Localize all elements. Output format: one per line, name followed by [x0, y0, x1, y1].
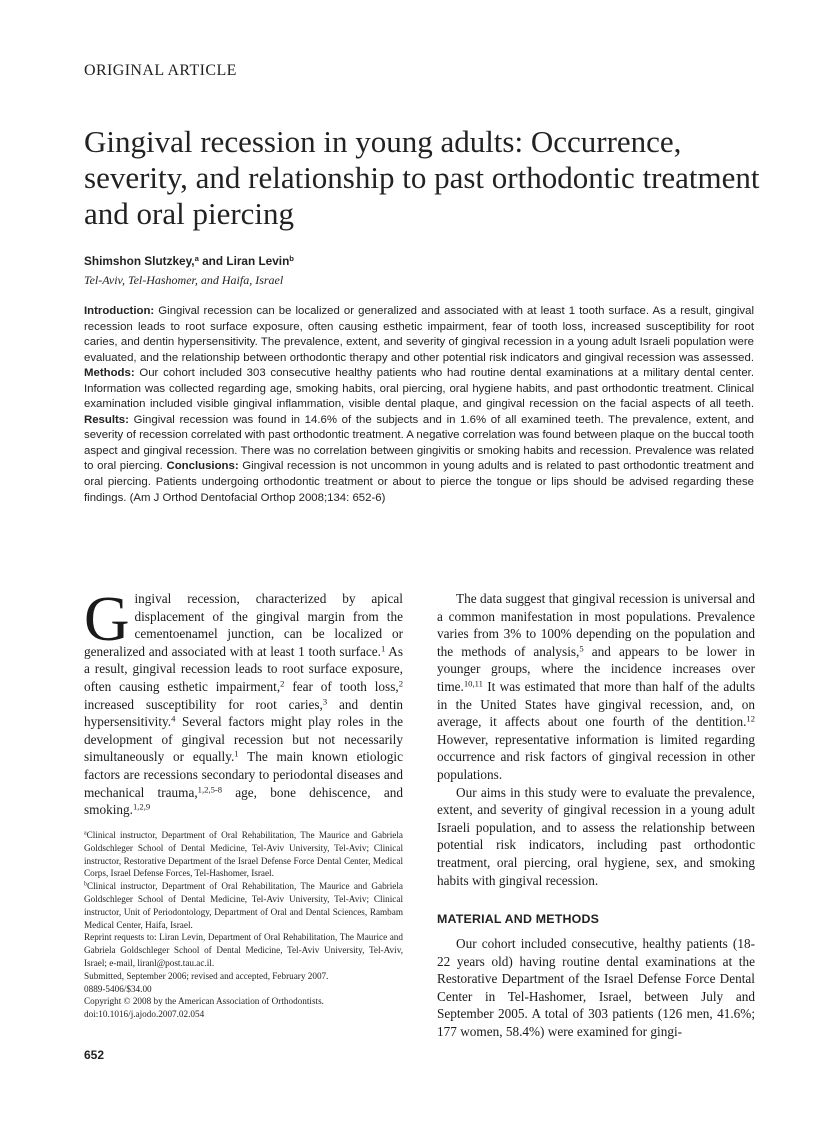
- abstract-introduction-label: Introduction:: [84, 305, 155, 317]
- intro-text-7: The main known etiologic factors are recessions secondary to periodontal diseases and mechanical trauma,: [84, 749, 403, 800]
- footnote-a: [84, 829, 403, 880]
- abstract-methods-text: Our cohort included 303 consecutive healthy patients who had routine dental examinations at a military dental center. Information was collected regarding age, smoking habits, oral piercing, oral hygiene habits, and past orthodontic treatment. Clinical examination included visible gingival inflammation, visible dental plaque, and gingival recession on the facial aspects of all teeth.: [84, 367, 754, 411]
- body-column-right: [437, 590, 755, 889]
- abstract-introduction-text: Gingival recession can be localized or generalized and associated with at least 1 tooth surface. As a result, gingival recession leads to root surface exposure, often causing esthetic impairment, fear of tooth loss, increased susceptibility for root caries, and dentin hypersensitivity. The prevalence, extent, and severity of gingival recession in a young adult Israeli population were evaluated, and the relationship between orthodontic therapy and other potential risk indicators and gingival recession was assessed.: [84, 305, 754, 364]
- background-text-4: However, representative information is limited regarding occurrence and risk factors of gingival recession in other populations.: [437, 731, 755, 782]
- intro-text-8: age, bone dehiscence, and smoking.: [84, 784, 403, 818]
- footnote-a-mark: a: [84, 830, 87, 837]
- reprint-requests: Reprint requests to: Liran Levin, Department of Oral Rehabilitation, The Maurice and Gabriela Goldschleger School of Dental Medicine, Tel-Aviv University, Tel-Aviv, Israel; e-mail, liranl@post.tau.ac.il.: [84, 932, 403, 968]
- abstract-conclusions-label: Conclusions:: [166, 460, 239, 473]
- reference-mark: 2: [398, 678, 403, 689]
- abstract-results-label: Results:: [84, 413, 129, 426]
- author-2-affiliation-mark: b: [289, 253, 294, 263]
- background-paragraph: [437, 590, 755, 784]
- copyright: Copyright © 2008 by the American Association of Orthodontists.: [84, 996, 324, 1007]
- author-list: [84, 254, 294, 268]
- reference-mark: 10,11: [463, 678, 483, 689]
- author-affiliation: Tel-Aviv, Tel-Hashomer, and Haifa, Israel: [84, 273, 284, 287]
- background-text-2: and appears to be lower in younger groups, where the incidence increases over time.: [437, 643, 755, 694]
- footnote-b-mark: b: [84, 881, 87, 888]
- reference-mark: 1: [381, 643, 386, 654]
- section-label: ORIGINAL ARTICLE: [84, 62, 237, 79]
- abstract-methods-label: Methods:: [84, 367, 135, 380]
- abstract-results-text: Gingival recession was found in 14.6% of the subjects and in 1.6% of all examined teeth. The prevalence, extent, and severity of recession correlated with past orthodontic treatment. A negative correlation was found between plaque on the buccal tooth aspect and gingival recession. There was no correlation between gingivitis or smoking habits and recession. Prevalence was related to oral piercing.: [84, 413, 754, 473]
- intro-text-1: ingival recession, characterized by apical displacement of the gingival margin from the cementoenamel junction, can be localized or generalized and associated with at least 1 tooth surface.: [84, 591, 403, 659]
- footnote-b: [84, 880, 403, 931]
- intro-text-4: increased susceptibility for root caries,: [84, 696, 323, 712]
- abstract: [84, 304, 754, 506]
- methods-paragraph: Our cohort included consecutive, healthy patients (18-22 years old) having routine dental examinations at the Restorative Department of the Israel Defense Force Dental Center in Tel-Hashomer, Israel, between July and September 2005. A total of 303 patients (126 men, 41.6%; 177 women, 58.4%) were examined for gingi-: [437, 936, 755, 1039]
- reference-mark: 4: [171, 713, 176, 724]
- intro-text-2: As a result, gingival recession leads to root surface exposure, often causing esthetic impairment,: [84, 643, 403, 694]
- intro-text-3: fear of tooth loss,: [284, 678, 399, 694]
- background-text-3: It was estimated that more than half of the adults in the United States have gingival recession, and, on average, it affects about one fourth of the dentition.: [437, 678, 755, 730]
- reference-mark: 3: [322, 695, 328, 706]
- reference-mark: 1,2,9: [132, 801, 151, 812]
- footnote-b-text: Clinical instructor, Department of Oral Rehabilitation, The Maurice and Gabriela Goldschleger School of Dental Medicine, Tel-Aviv University, Tel-Aviv; Clinical instructor, Unit of Periodontology, Department of Oral and Dental Sciences, Rambam Medical Center, Haifa, Israel.: [84, 881, 403, 930]
- article-title: Gingival recession in young adults: Occurrence, severity, and relationship to past orthodontic treatment and oral piercing: [84, 124, 760, 231]
- intro-text-5: and dentin hypersensitivity.: [84, 696, 404, 730]
- body-column-left: [84, 584, 404, 819]
- author-2: Liran Levin: [226, 254, 290, 268]
- drop-cap: G: [84, 584, 130, 654]
- section-heading-methods: MATERIAL AND METHODS: [437, 912, 600, 926]
- reference-mark: 2: [280, 678, 285, 689]
- doi: doi:10.1016/j.ajodo.2007.02.054: [84, 1009, 205, 1020]
- submission-dates: Submitted, September 2006; revised and accepted, February 2007.: [84, 970, 329, 981]
- page-number: 652: [84, 1048, 105, 1062]
- author-1: Shimshon Slutzkey,: [84, 254, 195, 268]
- footnote-a-text: Clinical instructor, Department of Oral Rehabilitation, The Maurice and Gabriela Goldschleger School of Dental Medicine, Tel-Aviv University, Tel-Aviv; Clinical instructor, Restorative Department of the Israel Defense Force Dental Center, Medical Corps, Israel Defense Forces, Tel-Hashomer, Israel.: [84, 830, 403, 879]
- reference-mark: 1: [234, 748, 239, 759]
- aims-paragraph: Our aims in this study were to evaluate the prevalence, extent, and severity of gingival recession in a young adult Israeli population, and to assess the relationship between potential risk indicators, including past orthodontic treatment, oral piercing, oral hygiene, sex, and smoking habits with gingival recession.: [437, 784, 755, 888]
- reference-mark: 1,2,5-8: [197, 783, 223, 794]
- reference-mark: 12: [746, 713, 755, 724]
- issn: 0889-5406/$34.00: [84, 983, 152, 994]
- author-1-affiliation-mark: a: [194, 253, 199, 263]
- footnotes: [84, 829, 403, 1021]
- intro-text-6: Several factors might play roles in the development of gingival recession but not necessarily simultaneously or equally.: [84, 714, 403, 765]
- author-connector: and: [198, 254, 227, 268]
- intro-paragraph: [84, 584, 404, 819]
- reference-mark: 5: [579, 643, 584, 654]
- abstract-conclusions-text: Gingival recession is not uncommon in young adults and is related to past orthodontic treatment and oral piercing. Patients undergoing orthodontic treatment or about to pierce the tongue or lips should be advised regarding these findings. (Am J Orthod Dentofacial Orthop 2008;134: 652-6): [84, 460, 754, 504]
- background-text-1: The data suggest that gingival recession is universal and a common manifestation in most populations. Prevalence varies from 3% to 100% depending on the population and the methods of analysis,: [437, 591, 755, 659]
